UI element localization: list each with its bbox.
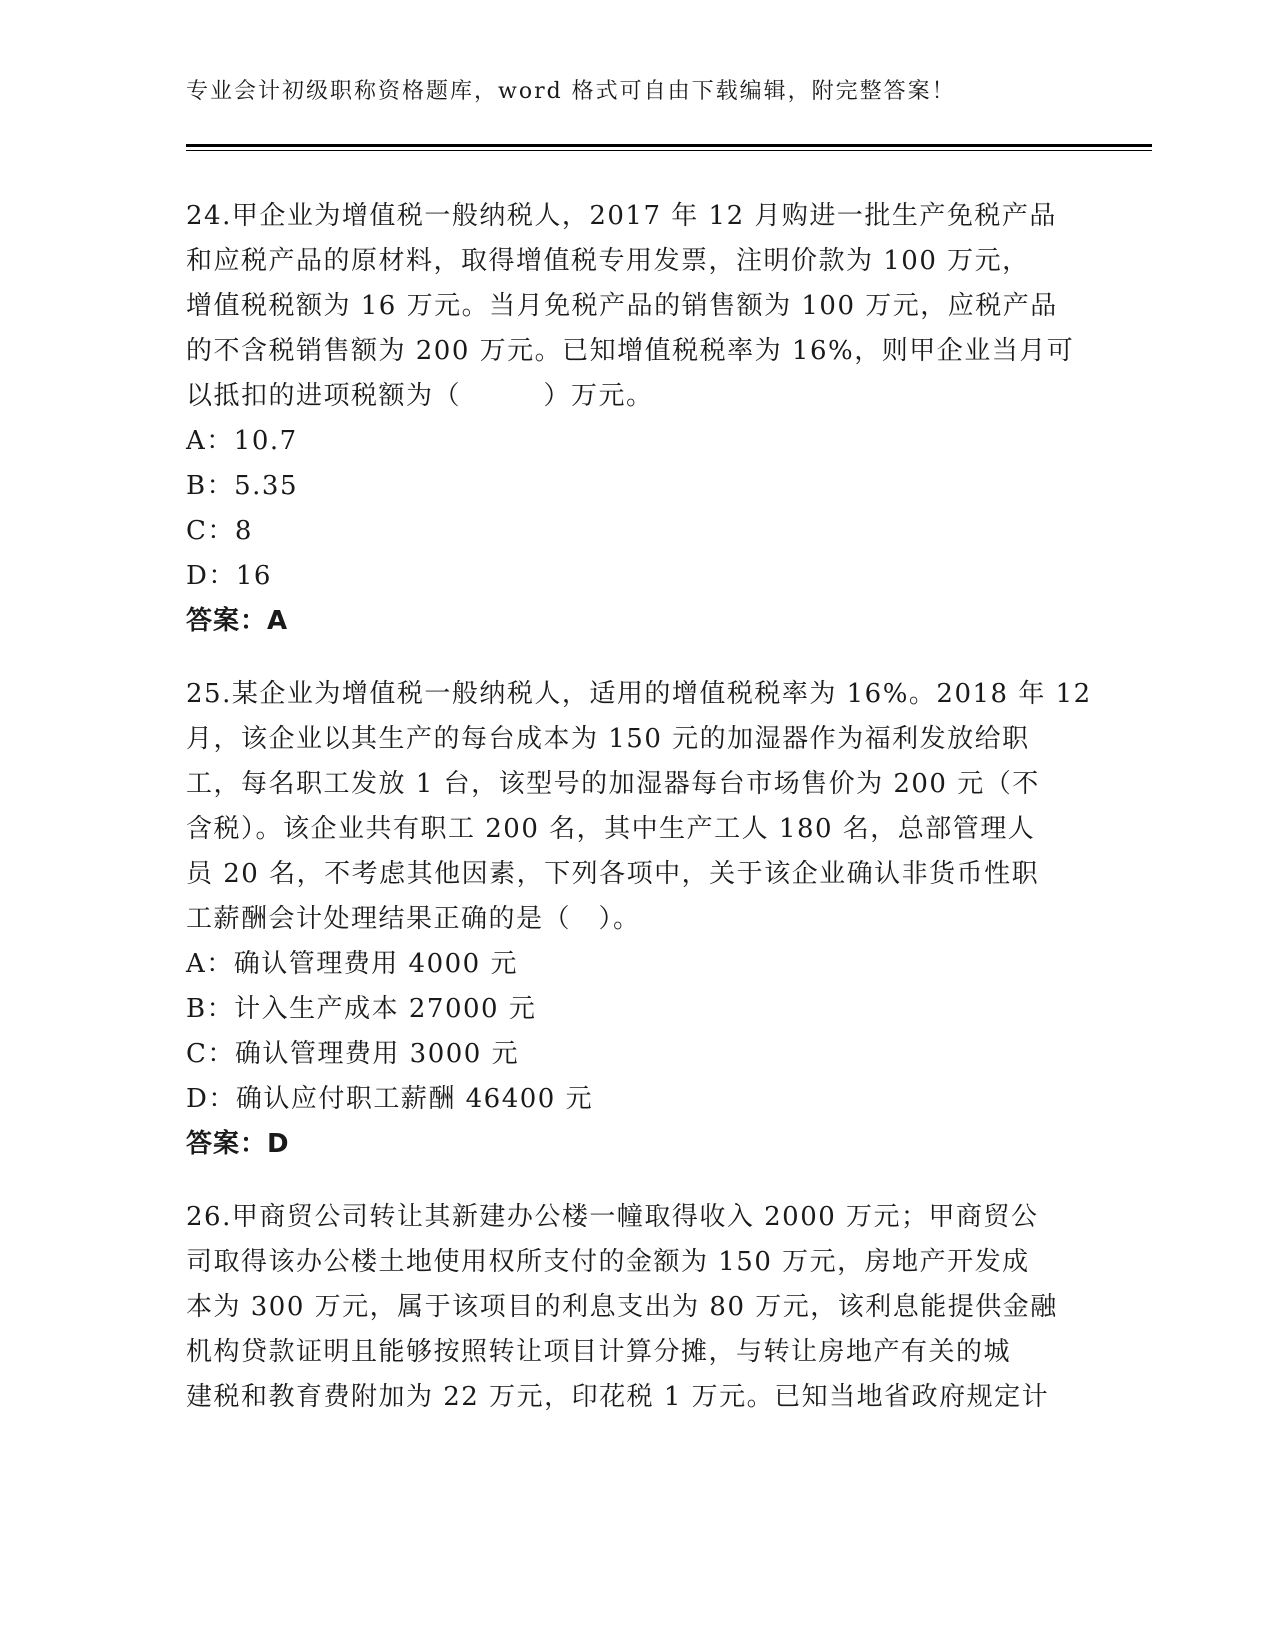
option-b: B：5.35 [186,471,298,501]
answer-label: 答案：D [186,1129,290,1159]
question-text-line: 机构贷款证明且能够按照转让项目计算分摊，与转让房地产有关的城 [186,1337,1012,1367]
question-text-line: 司取得该办公楼土地使用权所支付的金额为 150 万元，房地产开发成 [186,1247,1030,1277]
question-text-line: 24.甲企业为增值税一般纳税人，2017 年 12 月购进一批生产免税产品 [186,201,1057,231]
question-text-line: 含税）。该企业共有职工 200 名，其中生产工人 180 名，总部管理人 [186,814,1036,844]
option-c: C：8 [186,516,253,546]
option-b: B：计入生产成本 27000 元 [186,994,537,1024]
question-25 [186,672,1092,1167]
question-text-line: 的不含税销售额为 200 万元。已知增值税税率为 16%，则甲企业当月可 [186,336,1075,366]
question-text-line: 本为 300 万元，属于该项目的利息支出为 80 万元，该利息能提供金融 [186,1292,1058,1322]
question-text-line: 员 20 名，不考虑其他因素，下列各项中，关于该企业确认非货币性职 [186,859,1040,889]
question-24 [186,194,1086,644]
option-d: D：确认应付职工薪酬 46400 元 [186,1084,594,1114]
question-text-line: 建税和教育费附加为 22 万元，印花税 1 万元。已知当地省政府规定计 [186,1382,1050,1412]
option-c: C：确认管理费用 3000 元 [186,1039,520,1069]
option-d: D：16 [186,561,272,591]
header-rule-thick [186,144,1152,147]
question-text-line: 增值税税额为 16 万元。当月免税产品的销售额为 100 万元，应税产品 [186,291,1058,321]
page-header: 专业会计初级职称资格题库，word 格式可自由下载编辑，附完整答案！ [186,79,956,104]
question-text-line: 26.甲商贸公司转让其新建办公楼一幢取得收入 2000 万元；甲商贸公 [186,1202,1039,1232]
option-a: A：确认管理费用 4000 元 [186,949,518,979]
option-a: A：10.7 [186,426,298,456]
question-26 [186,1195,1086,1420]
question-text-line: 以抵扣的进项税额为（ ）万元。 [186,381,654,411]
question-text-line: 25.某企业为增值税一般纳税人，适用的增值税税率为 16%。2018 年 12 [186,679,1092,709]
question-text-line: 工，每名职工发放 1 台，该型号的加湿器每台市场售价为 200 元（不 [186,769,1040,799]
header-rule-thin [186,150,1152,151]
answer-label: 答案：A [186,606,289,636]
question-text-line: 工薪酬会计处理结果正确的是（ ）。 [186,904,641,934]
question-text-line: 和应税产品的原材料，取得增值税专用发票，注明价款为 100 万元， [186,246,1030,276]
question-text-line: 月，该企业以其生产的每台成本为 150 元的加湿器作为福利发放给职 [186,724,1030,754]
